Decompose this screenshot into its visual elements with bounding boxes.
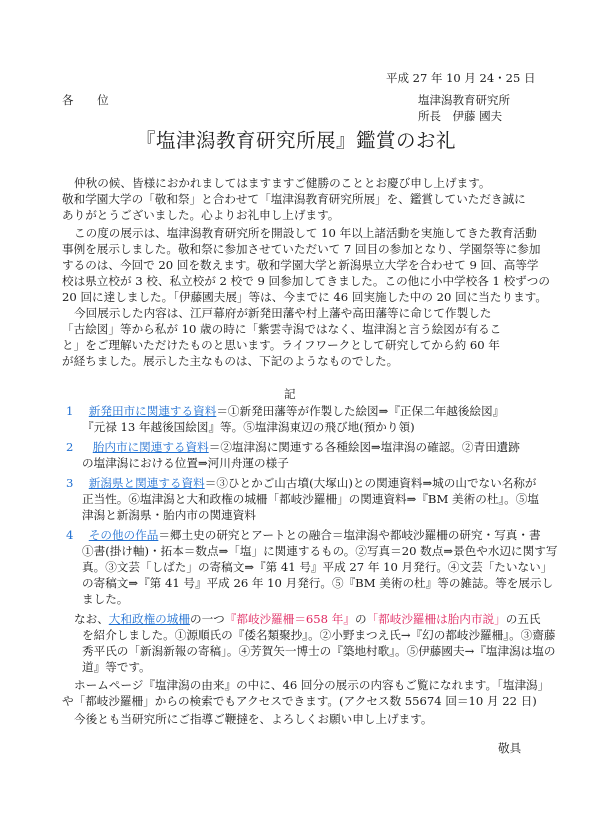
list-item-3-cont: 津潟と新潟県・胎内市の関連資料 (82, 508, 256, 522)
sender-organization: 塩津潟教育研究所 (418, 93, 510, 107)
item-heading: 胎内市に関連する資料 (92, 440, 209, 454)
item-text: ＝郷土史の研究とアートとの融合＝塩津潟や都岐沙羅柵の研究・写真・書 (158, 528, 541, 542)
item-heading: 新潟県と関連する資料 (88, 476, 205, 490)
item-heading: 新発田市に関連する資料 (88, 404, 217, 418)
list-item-1 (66, 404, 504, 419)
highlight-red-2: 「都岐沙羅柵は胎内市説」 (366, 612, 506, 626)
p5-mid: の一つ (189, 612, 225, 626)
item-text: ＝③ひとかご山古墳(大塚山)との関連資料⇒城の山でない名称が (204, 476, 537, 490)
list-item-2 (66, 440, 520, 455)
paragraph-3-line: と」をご理解いただけたものと思います。ライフワークとして研究してから約 60 年 (62, 338, 500, 352)
addressee: 各 位 (62, 93, 119, 107)
item-number: 3 (66, 476, 74, 490)
paragraph-1-line: 仲秋の候、皆様におかれましてはますますご健勝のこととお慶び申し上げます。 (74, 176, 491, 190)
item-heading: その他の作品 (88, 528, 159, 542)
paragraph-2-line: 20 回に達しました。「伊藤國夫展」等は、今までに 46 回実施した中の 20 回に当たります。 (62, 290, 547, 304)
letter-date: 平成 27 年 10 月 24・25 日 (386, 71, 536, 85)
list-item-3 (66, 476, 537, 491)
paragraph-3-line: 今回展示した内容は、江戸幕府が新発田藩や村上藩や高田藩等に命じて作製した (74, 306, 492, 320)
list-item-4 (66, 528, 541, 543)
paragraph-2-line: するのは、今回で 20 回を数えます。敬和学園大学と新潟県立大学を合わせて 9 回、高等学 (62, 258, 539, 272)
p5-mid: の (354, 612, 367, 626)
item-number: 2 (66, 440, 74, 454)
list-item-4-cont: 真。③文芸「しばた」の寄稿文⇒『第 41 号』平成 27 年 10 月発行。④文芸「たいない」 (82, 560, 553, 574)
item-text: ＝②塩津潟に関連する各種絵図⇒塩津潟の確認。②青田遺跡 (208, 440, 520, 454)
paragraph-2-line: 事例を展示しました。敬和祭に参加させていただいて 7 回目の参加となり、学園祭等に参加 (62, 242, 541, 256)
item-text: ＝①新発田藩等が作製した絵図⇒『正保二年越後絵図』 (216, 404, 505, 418)
sender-director: 所長 伊藤 國夫 (418, 109, 503, 123)
highlight-red-1: 『都岐沙羅柵＝658 年』 (224, 612, 355, 626)
list-item-3-cont: 正当性。⑥塩津潟と大和政権の城柵「都岐沙羅柵」の関連資料⇒『BM 美術の杜』。⑤塩 (82, 492, 539, 506)
closing-paragraph: 今後とも当研究所にご指導ご鞭撻を、よろしくお願い申し上げます。 (74, 712, 433, 726)
paragraph-3-line: が経ちました。展示した主なものは、下記のようなものでした。 (62, 354, 399, 368)
castle-link: 大和政権の城柵 (108, 612, 190, 626)
paragraph-3-line: 「古絵図」等から私が 10 歳の時に「紫雲寺潟ではなく、塩津潟と言う絵図が有るこ (62, 322, 502, 336)
ki-marker: 記 (284, 387, 296, 401)
paragraph-6-line: ホームページ『塩津潟の由来』の中に、46 回分の展示の内容もご覧になれます。「塩津潟」 (74, 678, 550, 692)
paragraph-2-line: 校は県立校が 3 校、私立校が 2 校で 9 回参加してきました。この他に小中学校各 1 校ずつの (62, 274, 550, 288)
list-item-4-cont: の寄稿文⇒『第 41 号』平成 26 年 10 月発行。⑤『BM 美術の杜』等の雑誌。等を展示し (82, 576, 554, 590)
paragraph-1-line: ありがとうございました。心よりお礼申し上げます。 (62, 208, 340, 222)
item-number: 1 (66, 404, 74, 418)
p5-tail: の五氏 (505, 612, 541, 626)
item-number: 4 (66, 528, 74, 542)
paragraph-6-line: や「都岐沙羅柵」からの検索でもアクセスできます。(アクセス数 55674 回＝10 月 22 日) (62, 694, 537, 708)
paragraph-2-line: この度の展示は、塩津潟教育研究所を開設して 10 年以上諸活動を実施してきた教育活動 (74, 226, 537, 240)
list-item-2-cont: の塩津潟における位置⇒河川舟運の様子 (82, 456, 289, 470)
paragraph-5-line: 秀平氏の「新潟新報の寄稿」。④芳賀矢一博士の『築地村歌』。⑤伊藤國夫→『塩津潟は塩の (82, 644, 556, 658)
paragraph-5-line: 道』等です。 (82, 660, 151, 674)
paragraph-1-line: 敬和学園大学の「敬和祭」と合わせて「塩津潟教育研究所展」を、鑑賞していただき誠に (62, 192, 526, 206)
list-item-1-cont: 『元禄 13 年越後国絵図』等。⑤塩津潟東辺の飛び地(預かり領) (82, 420, 415, 434)
p5-lead: なお、 (74, 612, 109, 626)
paragraph-5-line: を紹介しました。①源順氏の『倭名類聚抄』。②小野まつえ氏→『幻の都岐沙羅柵』。③齋藤 (82, 628, 556, 642)
closing-keigu: 敬具 (498, 741, 522, 755)
list-item-4-cont: ①書(掛け軸)・拓本＝数点⇒「塩」に関連するもの。②写真＝20 数点⇒景色や水辺に関す写 (82, 544, 558, 558)
list-item-4-cont: ました。 (82, 592, 129, 606)
letter-title: 『塩津潟教育研究所展』鑑賞のお礼 (135, 129, 456, 152)
paragraph-5-line (74, 612, 540, 627)
